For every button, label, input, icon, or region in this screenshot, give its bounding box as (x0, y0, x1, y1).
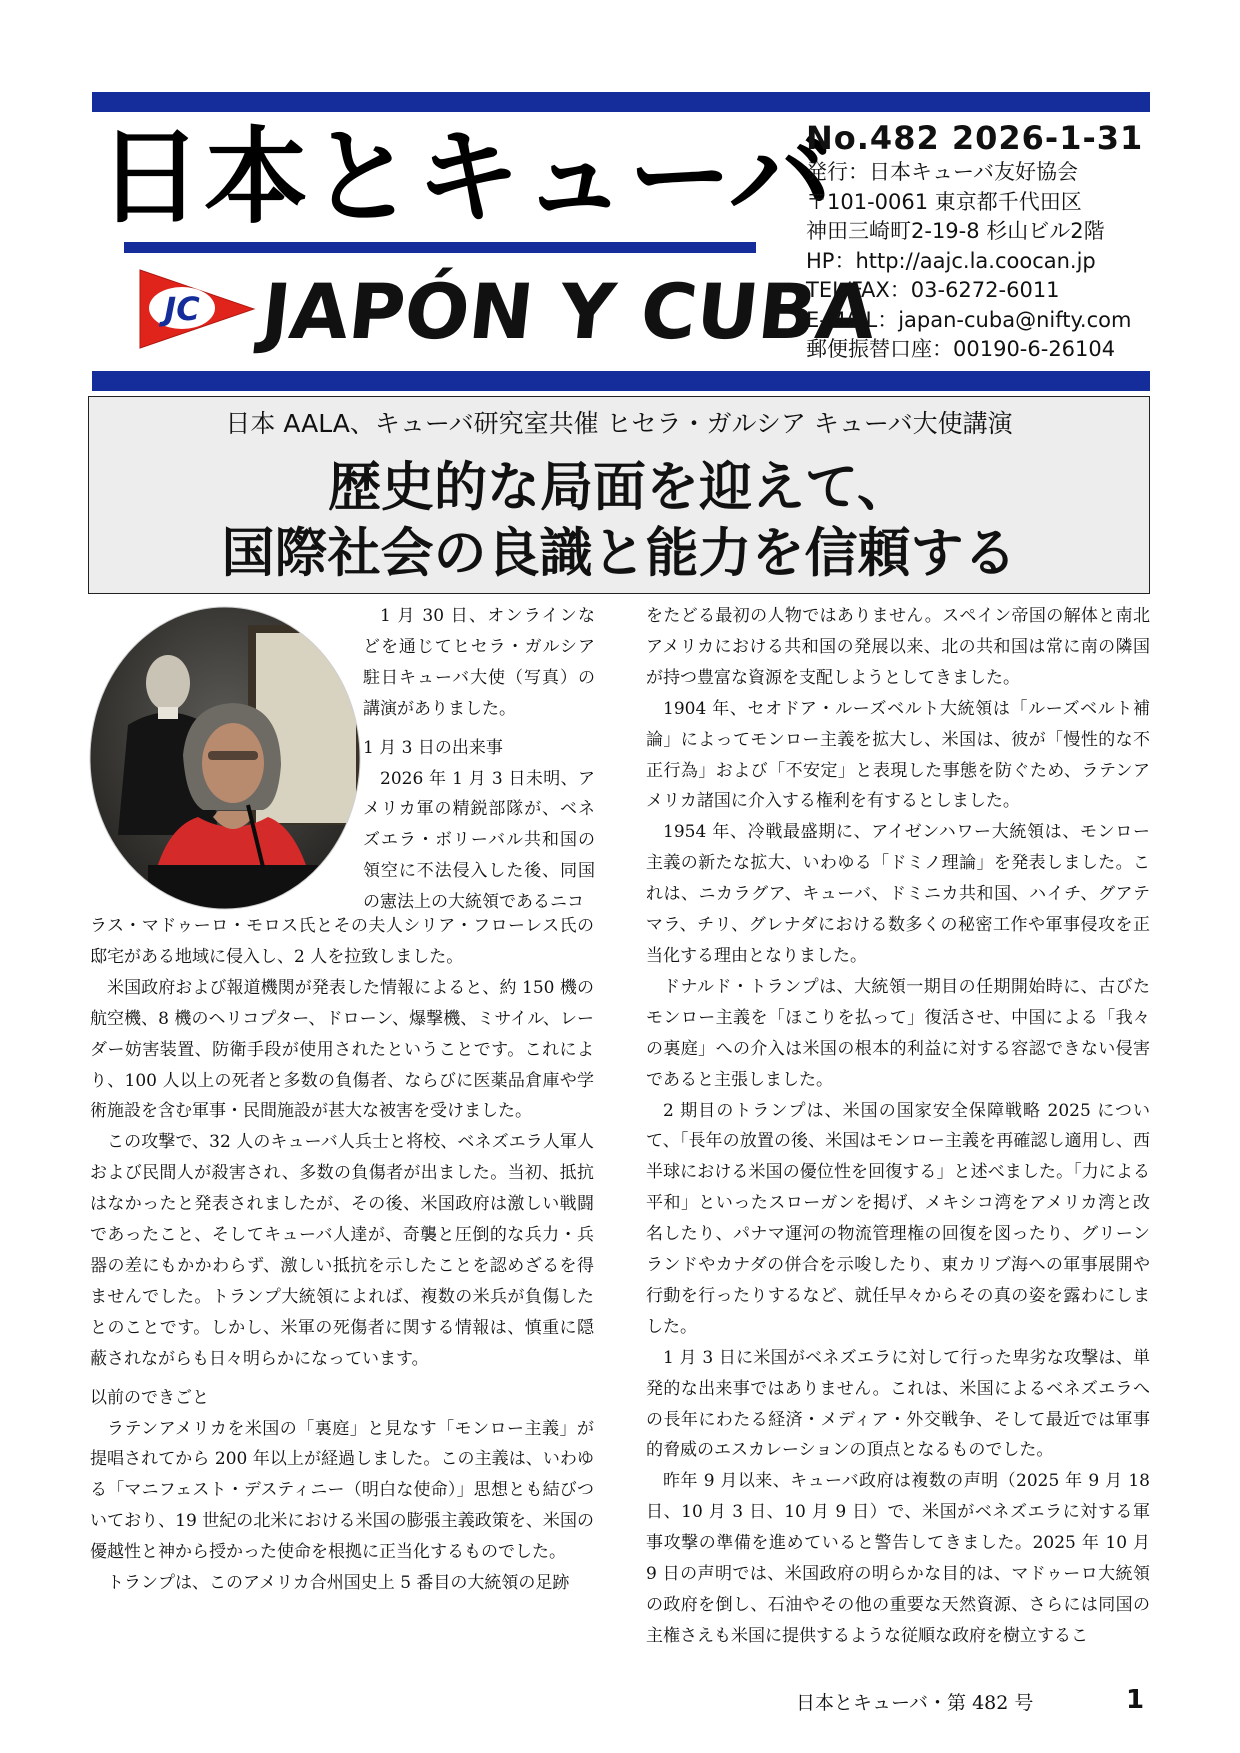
article-paragraph: 1904 年、セオドア・ルーズベルト大統領は「ルーズベルト補論」によってモンロー主義を拡大し、米国は、彼が「慢性的な不正行為」および「不安定」と表現した事態を防ぐため、ラテンアメリカ諸国に介入する権利を有するとしました。 (646, 698, 1150, 812)
article-paragraph: 1954 年、冷戦最盛期に、アイゼンハワー大統領は、モンロー主義の新たな拡大、いわゆる「ドミノ理論」を発表しました。これは、ニカラグア、キューバ、ドミニカ共和国、ハイチ、グアテマラ、チリ、グレナダにおける数多くの秘密工作や軍事侵攻を正当化する理由となりました。 (646, 822, 1150, 966)
article-paragraph: この攻撃で、32 人のキューバ人兵士と将校、ベネズエラ人軍人および民間人が殺害され、多数の負傷者が出ました。当初、抵抗はなかったと発表されましたが、その後、米国政府は激しい戦闘であったこと、そしてキューバ人達が、奇襲と圧倒的な兵力・兵器の差にもかかわらず、激しい抵抗を示したことを認めざるを得ませんでした。トランプ大統領によれば、複数の米兵が負傷したとのことです。しかし、米軍の死傷者に関する情報は、慎重に隠蔽されながらも日々明らかになっています。 (90, 1132, 594, 1369)
postal-code: 〒101-0061 東京都千代田区 (806, 189, 1082, 214)
jc-pennant-logo (138, 268, 256, 350)
article-paragraph: ドナルド・トランプは、大統領一期目の任期開始時に、古びたモンロー主義を「ほこりを払って」復活させ、中国による「我々の裏庭」への介入は米国の根本的利益に対する容認できない侵害であると主張しました。 (646, 976, 1150, 1090)
article-intro: 1 月 30 日、オンラインなどを通じてヒセラ・ガルシア駐日キューバ大使（写真）の講演がありました。 (363, 606, 595, 719)
article-paragraph: ラテンアメリカを米国の「裏庭」と見なす「モンロー主義」が提唱されてから 200 年以上が経過しました。この主義は、いわゆる「マニフェスト・デスティニー（明白な使命）」思想とも結びついており、19 世紀の北米における米国の膨張主義政策を、米国の優越性と神から授かった使命を根拠に正当化するものでした。 (90, 1418, 594, 1563)
section-heading-jan3: 1 月 3 日の出来事 (363, 737, 503, 758)
article-paragraph: 1 月 3 日に米国がベネズエラに対して行った卑劣な攻撃は、単発的な出来事ではありません。これは、米国によるベネズエラへの長年にわたる経済・メディア・外交戦争、そして最近では軍事的脅威のエスカレーションの頂点となるものでした。 (646, 1347, 1150, 1461)
page-footer: 日本とキューバ・第 482 号 (796, 1692, 1034, 1714)
masthead-top-bar (92, 92, 1150, 112)
publisher-info (806, 118, 1151, 365)
article-paragraph: トランプは、このアメリカ合州国史上 5 番目の大統領の足跡 (107, 1573, 570, 1594)
masthead-title-es: JAPÓN Y CUBA (257, 267, 880, 356)
article-paragraph: 2 期目のトランプは、米国の国家安全保障戦略 2025 について、「長年の放置の後、米国はモンロー主義を再確認し適用し、西半球における米国の優位性を回復する」と述べました。「力による平和」といったスローガンを掲げ、メキシコ湾をアメリカ湾と改名したり、パナマ運河の物流管理権の回復を図ったり、グリーンランドやカナダの併合を示唆したり、東カリブ海への軍事展開や行動を行ったりするなど、就任早々からその真の姿を露わにしました。 (646, 1100, 1150, 1337)
ambassador-photo (88, 605, 362, 911)
article-paragraph: 2026 年 1 月 3 日未明、アメリカ軍の精鋭部隊が、ベネズエラ・ボリーバル共和国の領空に不法侵入した後、同国の憲法上の大統領であるニコ (363, 768, 595, 913)
masthead-bottom-bar (92, 371, 1150, 391)
article-column-1 (363, 601, 595, 918)
headline-line-2: 国際社会の良識と能力を信頼する (221, 523, 1017, 584)
article-column-3 (646, 601, 1150, 1652)
article-paragraph: ラス・マドゥーロ・モロス氏とその夫人シリア・フローレス氏の邸宅がある地域に侵入し、2 人を拉致しました。 (90, 916, 594, 967)
issue-number-date: No.482 2026-1-31 (806, 119, 1144, 157)
masthead-title-jp: 日本とキューバ (98, 116, 835, 238)
email-address[interactable]: E-MAIL：japan-cuba@nifty.com (806, 307, 1132, 332)
headline-box (88, 396, 1150, 594)
article-paragraph: 米国政府および報道機関が発表した情報によると、約 150 機の航空機、8 機のヘリコプター、ドローン、爆撃機、ミサイル、レーダー妨害装置、防衛手段が使用されたということです。これにより、100 人以上の死者と多数の負傷者、ならびに医薬品倉庫や学術施設を含む軍事・民間施設が甚大な被害を受けました。 (90, 977, 594, 1122)
article-paragraph: をたどる最初の人物ではありません。スペイン帝国の解体と南北アメリカにおける共和国の発展以来、北の共和国は常に南の隣国が持つ豊富な資源を支配しようとしてきました。 (646, 606, 1150, 688)
tel-fax: TEL/FAX：03-6272-6011 (806, 278, 1060, 302)
article-paragraph: 昨年 9 月以来、キューバ政府は複数の声明（2025 年 9 月 18 日、10 月 3 日、10 月 9 日）で、米国がベネズエラに対する軍事攻撃の準備を進めていると警告してきました。2025 年 10 月 9 日の声明では、米国政府の明らかな目的は、マドゥーロ大統領の政府を倒し、石油やその他の重要な天然資源、さらには同国の主権さえも米国に提供するような従順な政府を樹立するこ (646, 1471, 1150, 1646)
page-number: 1 (1126, 1685, 1145, 1715)
publisher-name: 発行：日本キューバ友好協会 (806, 160, 1078, 184)
headline-title (89, 455, 1149, 587)
street-address: 神田三崎町2-19-8 杉山ビル2階 (806, 219, 1105, 243)
headline-line-1: 歴史的な局面を迎えて、 (328, 457, 910, 518)
masthead-title-underline (124, 242, 756, 253)
headline-kicker: 日本 AALA、キューバ研究室共催 ヒセラ・ガルシア キューバ大使講演 (225, 409, 1013, 438)
homepage-url[interactable]: HP：http://aajc.la.coocan.jp (806, 248, 1096, 273)
article-column-2 (90, 911, 594, 1599)
section-heading-history: 以前のできごと (90, 1387, 209, 1408)
postal-transfer-account: 郵便振替口座：00190-6-26104 (806, 337, 1116, 361)
logo-text: JC (164, 290, 200, 328)
